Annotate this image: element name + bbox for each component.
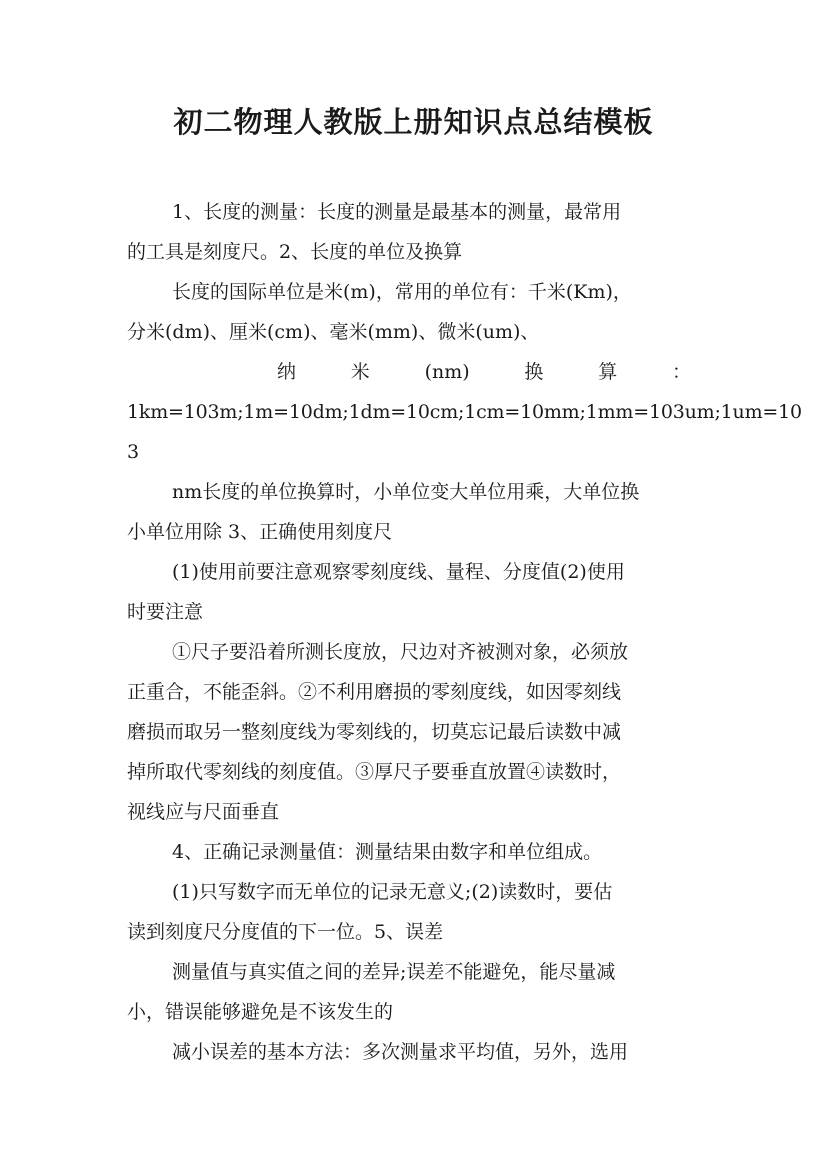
paragraph-line: 小单位用除 3、正确使用刻度尺 (127, 521, 393, 543)
spread-word: ： (671, 361, 691, 383)
paragraph-line: 掉所取代零刻线的刻度值。③厚尺子要垂直放置④读数时， (127, 761, 622, 783)
paragraph-line: 1、长度的测量：长度的测量是最基本的测量，最常用 (172, 201, 622, 223)
paragraph-line: 4、正确记录测量值：测量结果由数字和单位组成。 (172, 841, 603, 863)
paragraph-line: 小，错误能够避免是不该发生的 (127, 1001, 394, 1023)
spread-word: 换 (524, 361, 544, 383)
spread-word: 米 (350, 361, 370, 383)
paragraph-line: 减小误差的基本方法：多次测量求平均值，另外，选用 (172, 1041, 629, 1063)
paragraph-line: 磨损而取另一整刻度线为零刻线的，切莫忘记最后读数中减 (127, 721, 622, 743)
spread-text-line (127, 352, 703, 392)
spread-word: 纳 (277, 361, 297, 383)
paragraph-line: 正重合，不能歪斜。②不利用磨损的零刻度线，如因零刻线 (127, 681, 622, 703)
paragraph-line: 时要注意 (127, 601, 204, 623)
paragraph-line: 3 (127, 441, 140, 463)
paragraph-line: nm长度的单位换算时，小单位变大单位用乘，大单位换 (172, 481, 640, 503)
paragraph-line: 的工具是刻度尺。2、长度的单位及换算 (127, 241, 463, 263)
conversion-line: 1km=103m;1m=10dm;1dm=10cm;1cm=10mm;1mm=103um;1um=10 (127, 401, 802, 423)
paragraph-line: ①尺子要沿着所测长度放，尺边对齐被测对象，必须放 (172, 641, 629, 663)
spread-word: 算 (598, 361, 618, 383)
document-title: 初二物理人教版上册知识点总结模板 (173, 105, 654, 139)
document-body (127, 192, 802, 1072)
paragraph-line: 长度的国际单位是米(m)，常用的单位有：千米(Km)， (172, 281, 632, 303)
paragraph-line: (1)使用前要注意观察零刻度线、量程、分度值(2)使用 (172, 561, 625, 583)
spread-word: (nm) (424, 361, 470, 383)
paragraph-line: (1)只写数字而无单位的记录无意义;(2)读数时，要估 (172, 881, 613, 903)
paragraph-line: 视线应与尺面垂直 (127, 801, 280, 823)
paragraph-line: 测量值与真实值之间的差异;误差不能避免，能尽量减 (172, 961, 616, 983)
paragraph-line: 读到刻度尺分度值的下一位。5、误差 (127, 921, 444, 943)
paragraph-line: 分米(dm)、厘米(cm)、毫米(mm)、微米(um)、 (127, 321, 540, 343)
